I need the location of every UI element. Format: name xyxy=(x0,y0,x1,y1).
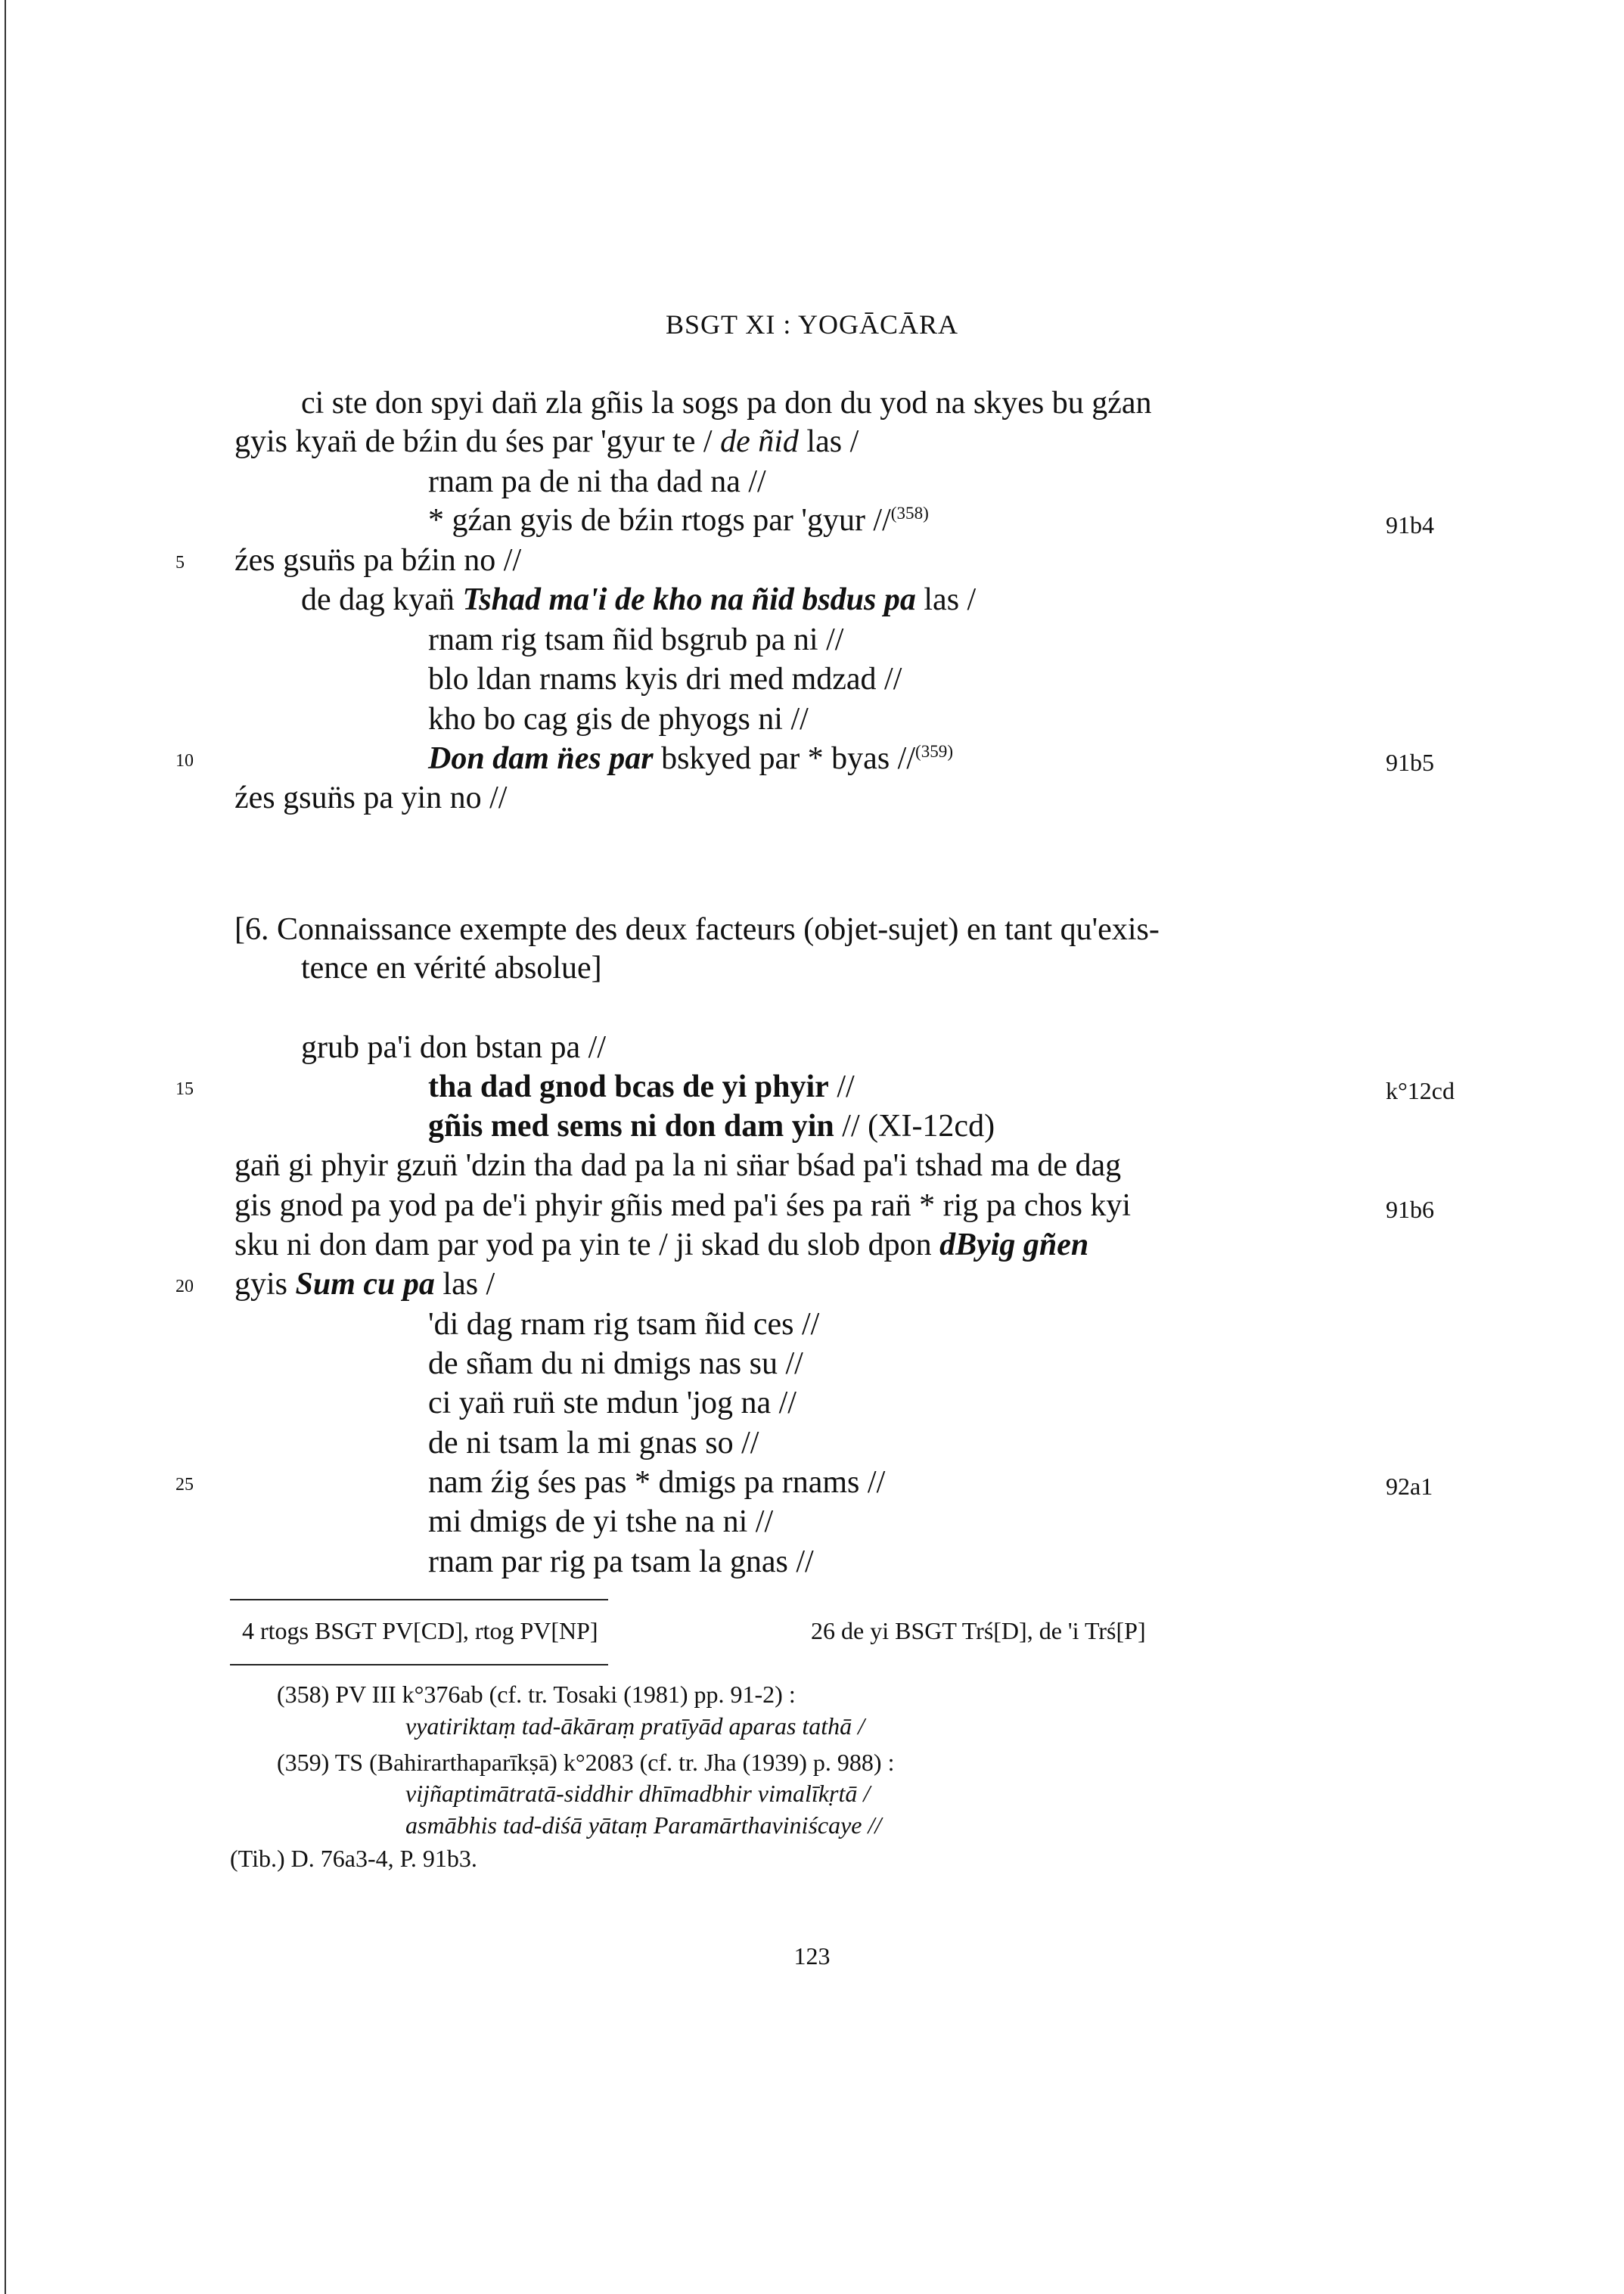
apparatus-rule xyxy=(230,1599,608,1600)
text-line xyxy=(234,1229,1088,1261)
verse-line xyxy=(428,1546,814,1578)
verse-reference: k°12cd xyxy=(1386,1077,1455,1104)
footnote-line xyxy=(405,1780,870,1808)
text-segment: Don dam n̈es par xyxy=(428,741,654,776)
verse-line xyxy=(428,1071,855,1103)
verse-line xyxy=(428,1387,796,1419)
section-heading xyxy=(301,952,602,984)
verse-line xyxy=(428,624,843,656)
text-segment: Tshad ma'i de kho na ñid bsdus pa xyxy=(462,582,916,617)
text-segment: tence en vérité absolue] xyxy=(301,951,602,986)
verse-line xyxy=(428,1110,995,1142)
text-segment: vyatiriktaṃ tad-ākāraṃ pratīyād aparas tathā / xyxy=(405,1712,865,1740)
text-segment: (359) TS (Bahirarthaparīkṣā) k°2083 (cf. tr. Jha (1939) p. 988) : xyxy=(277,1749,895,1776)
text-segment: de ñid xyxy=(720,424,799,459)
footnote-line xyxy=(277,1681,796,1709)
text-segment: sku ni don dam par yod pa yin te / ji skad du slob dpon xyxy=(234,1228,940,1262)
text-segment: gñis med sems ni don dam yin xyxy=(428,1109,834,1144)
verse-line xyxy=(428,663,902,695)
text-segment: 'di dag rnam rig tsam ñid ces // xyxy=(428,1307,820,1342)
text-segment: de ni tsam la mi gnas so // xyxy=(428,1426,759,1461)
folio-reference: 91b6 xyxy=(1386,1196,1434,1223)
text-segment: źes gsun̈s pa yin no // xyxy=(234,781,508,815)
text-segment: // xyxy=(828,1069,855,1104)
verse-line xyxy=(428,466,766,498)
text-segment: rnam rig tsam ñid bsgrub pa ni // xyxy=(428,622,844,657)
text-segment: gyis xyxy=(234,1267,296,1302)
text-segment: bskyed par * byas // xyxy=(653,741,916,776)
verse-line xyxy=(428,1348,803,1380)
text-segment: asmābhis tad-diśā yātaṃ Paramārthaviniścaye // xyxy=(405,1811,882,1839)
line-number: 20 xyxy=(175,1277,194,1296)
text-segment: gyis kyan̈ de bźin du śes par 'gyur te / xyxy=(234,424,721,459)
text-line xyxy=(234,1190,1131,1222)
text-segment: Sum cu pa xyxy=(295,1267,435,1302)
footnote-line xyxy=(230,1845,477,1873)
text-segment: las / xyxy=(915,582,977,617)
footnote-line xyxy=(405,1712,865,1740)
verse-line xyxy=(428,504,929,536)
running-head: BSGT XI : YOGĀCĀRA xyxy=(665,309,959,340)
text-line xyxy=(234,1150,1121,1181)
variant-note: 26 de yi BSGT Trś[D], de 'i Trś[P] xyxy=(811,1617,1146,1644)
text-segment: las / xyxy=(434,1267,495,1302)
text-segment: rnam pa de ni tha dad na // xyxy=(428,464,766,499)
footnote-line xyxy=(277,1749,894,1777)
folio-reference: 92a1 xyxy=(1386,1473,1433,1500)
text-segment: nam źig śes pas * dmigs pa rnams // xyxy=(428,1465,886,1500)
verse-line xyxy=(428,703,809,735)
text-segment: gan̈ gi phyir gzun̈ 'dzin tha dad pa la ni sn̈ar bśad pa'i tshad ma de dag xyxy=(234,1148,1122,1183)
verse-line xyxy=(428,1308,819,1340)
text-segment: * gźan gyis de bźin rtogs par 'gyur // xyxy=(428,503,891,538)
variant-note: 4 rtogs BSGT PV[CD], rtog PV[NP] xyxy=(242,1617,598,1644)
folio-reference: 91b4 xyxy=(1386,511,1434,539)
footnote-marker[interactable]: (359) xyxy=(915,741,954,761)
text-segment: de dag kyan̈ xyxy=(301,582,463,617)
verse-line xyxy=(428,1506,773,1538)
text-line xyxy=(234,1268,495,1300)
text-segment: (Tib.) D. 76a3-4, P. 91b3. xyxy=(230,1845,477,1872)
text-segment: las / xyxy=(798,424,859,459)
text-segment: vijñaptimātratā-siddhir dhīmadbhir vimalīkṛtā / xyxy=(405,1780,871,1807)
line-number: 10 xyxy=(175,751,194,771)
text-line xyxy=(301,1032,606,1063)
text-segment: gis gnod pa yod pa de'i phyir gñis med pa'i śes pa ran̈ * rig pa chos kyi xyxy=(234,1188,1132,1223)
section-heading xyxy=(234,914,1160,945)
footnote-rule xyxy=(230,1664,608,1665)
text-line xyxy=(234,426,859,458)
verse-line xyxy=(428,743,953,774)
text-segment: źes gsun̈s pa bźin no // xyxy=(234,543,522,578)
page-number: 123 xyxy=(793,1942,831,1970)
text-line xyxy=(301,584,976,616)
text-segment: mi dmigs de yi tshe na ni // xyxy=(428,1504,774,1539)
folio-reference: 91b5 xyxy=(1386,749,1434,776)
text-segment: rnam par rig pa tsam la gnas // xyxy=(428,1544,814,1579)
verse-line xyxy=(428,1467,885,1498)
text-segment: de sñam du ni dmigs nas su // xyxy=(428,1346,803,1381)
text-segment: kho bo cag gis de phyogs ni // xyxy=(428,702,809,737)
text-segment: tha dad gnod bcas de yi phyir xyxy=(428,1069,829,1104)
text-segment: (358) PV III k°376ab (cf. tr. Tosaki (1981) pp. 91-2) : xyxy=(277,1681,796,1708)
footnote-line xyxy=(405,1811,881,1839)
footnote-marker[interactable]: (358) xyxy=(890,503,929,523)
line-number: 5 xyxy=(175,553,185,573)
line-number: 15 xyxy=(175,1079,194,1099)
text-line xyxy=(301,387,1151,419)
line-number: 25 xyxy=(175,1475,194,1495)
text-segment: grub pa'i don bstan pa // xyxy=(301,1030,606,1065)
text-segment: dByig gñen xyxy=(939,1228,1089,1262)
text-line xyxy=(234,782,507,814)
verse-line xyxy=(428,1427,759,1459)
text-segment: ci yan̈ run̈ ste mdun 'jog na // xyxy=(428,1386,796,1420)
text-line xyxy=(234,545,521,576)
text-segment: ci ste don spyi dan̈ zla gñis la sogs pa don du yod na skyes bu gźan xyxy=(301,386,1152,421)
text-segment: blo ldan rnams kyis dri med mdzad // xyxy=(428,662,902,697)
text-segment: [6. Connaissance exempte des deux facteurs (objet-sujet) en tant qu'exis- xyxy=(234,912,1160,947)
text-segment: // (XI-12cd) xyxy=(834,1109,995,1144)
